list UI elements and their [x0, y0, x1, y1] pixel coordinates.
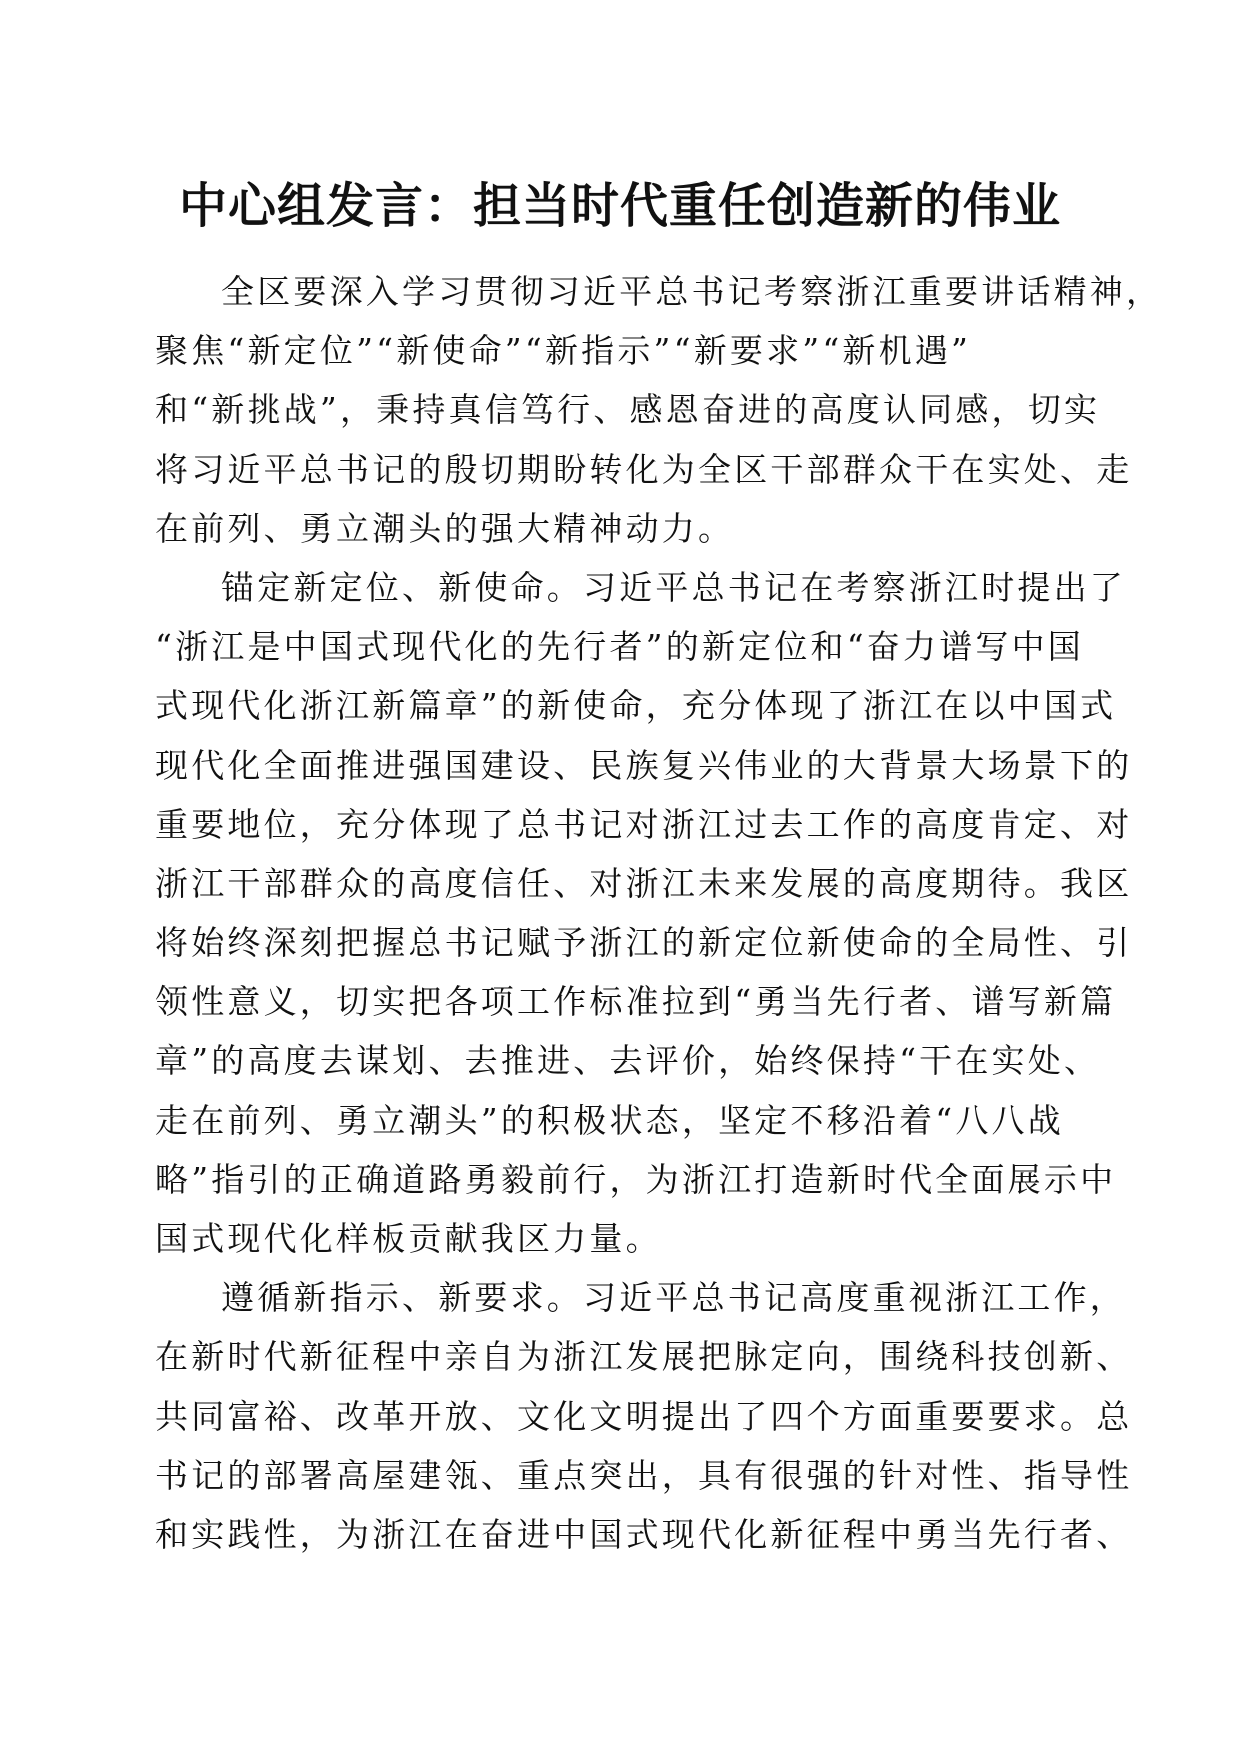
text-line: 全区要深入学习贯彻习近平总书记考察浙江重要讲话精神， — [221, 272, 1163, 311]
text-line: 重要地位，充分体现了总书记对浙江过去工作的高度肯定、对 — [155, 804, 1133, 844]
text-line: 领性意义，切实把各项工作标准拉到“勇当先行者、谱写新篇 — [155, 982, 1117, 1022]
text-line: 略”指引的正确道路勇毅前行，为浙江打造新时代全面展示中 — [155, 1159, 1117, 1199]
text-line: 将习近平总书记的殷切期盼转化为全区干部群众干在实处、走 — [155, 449, 1133, 489]
text-line: 现代化全面推进强国建设、民族复兴伟业的大背景大场景下的 — [155, 745, 1133, 785]
text-line: 在新时代新征程中亲自为浙江发展把脉定向，围绕科技创新、 — [155, 1337, 1133, 1377]
text-line: “浙江是中国式现代化的先行者”的新定位和“奋力谱写中国 — [155, 627, 1085, 667]
text-line: 将始终深刻把握总书记赋予浙江的新定位新使命的全局性、引 — [155, 923, 1133, 963]
paragraph-new-instructions — [155, 1268, 1133, 1564]
document-title: 中心组发言：担当时代重任创造新的伟业 — [178, 178, 1061, 234]
document-body — [155, 262, 1163, 1564]
text-line: 国式现代化样板贡献我区力量。 — [155, 1219, 662, 1258]
paragraph-intro — [155, 262, 1163, 558]
text-line: 浙江干部群众的高度信任、对浙江未来发展的高度期待。我区 — [155, 863, 1133, 903]
text-line: 书记的部署高屋建瓴、重点突出，具有很强的针对性、指导性 — [155, 1455, 1133, 1495]
text-line: 聚焦“新定位”“新使命”“新指示”“新要求”“新机遇” — [155, 331, 972, 371]
text-line: 和实践性，为浙江在奋进中国式现代化新征程中勇当先行者、 — [155, 1514, 1133, 1554]
text-line: 和“新挑战”，秉持真信笃行、感恩奋进的高度认同感，切实 — [155, 390, 1101, 430]
text-line: 式现代化浙江新篇章”的新使命，充分体现了浙江在以中国式 — [155, 686, 1117, 726]
text-line: 走在前列、勇立潮头”的积极状态，坚定不移沿着“八八战 — [155, 1100, 1064, 1140]
text-line: 章”的高度去谋划、去推进、去评价，始终保持“干在实处、 — [155, 1041, 1101, 1081]
paragraph-new-positioning — [155, 558, 1133, 1268]
text-line: 在前列、勇立潮头的强大精神动力。 — [155, 508, 735, 548]
text-line: 遵循新指示、新要求。习近平总书记高度重视浙江工作， — [221, 1278, 1126, 1318]
text-line: 共同富裕、改革开放、文化文明提出了四个方面重要要求。总 — [155, 1396, 1133, 1436]
text-line: 锚定新定位、新使命。习近平总书记在考察浙江时提出了 — [221, 567, 1126, 607]
